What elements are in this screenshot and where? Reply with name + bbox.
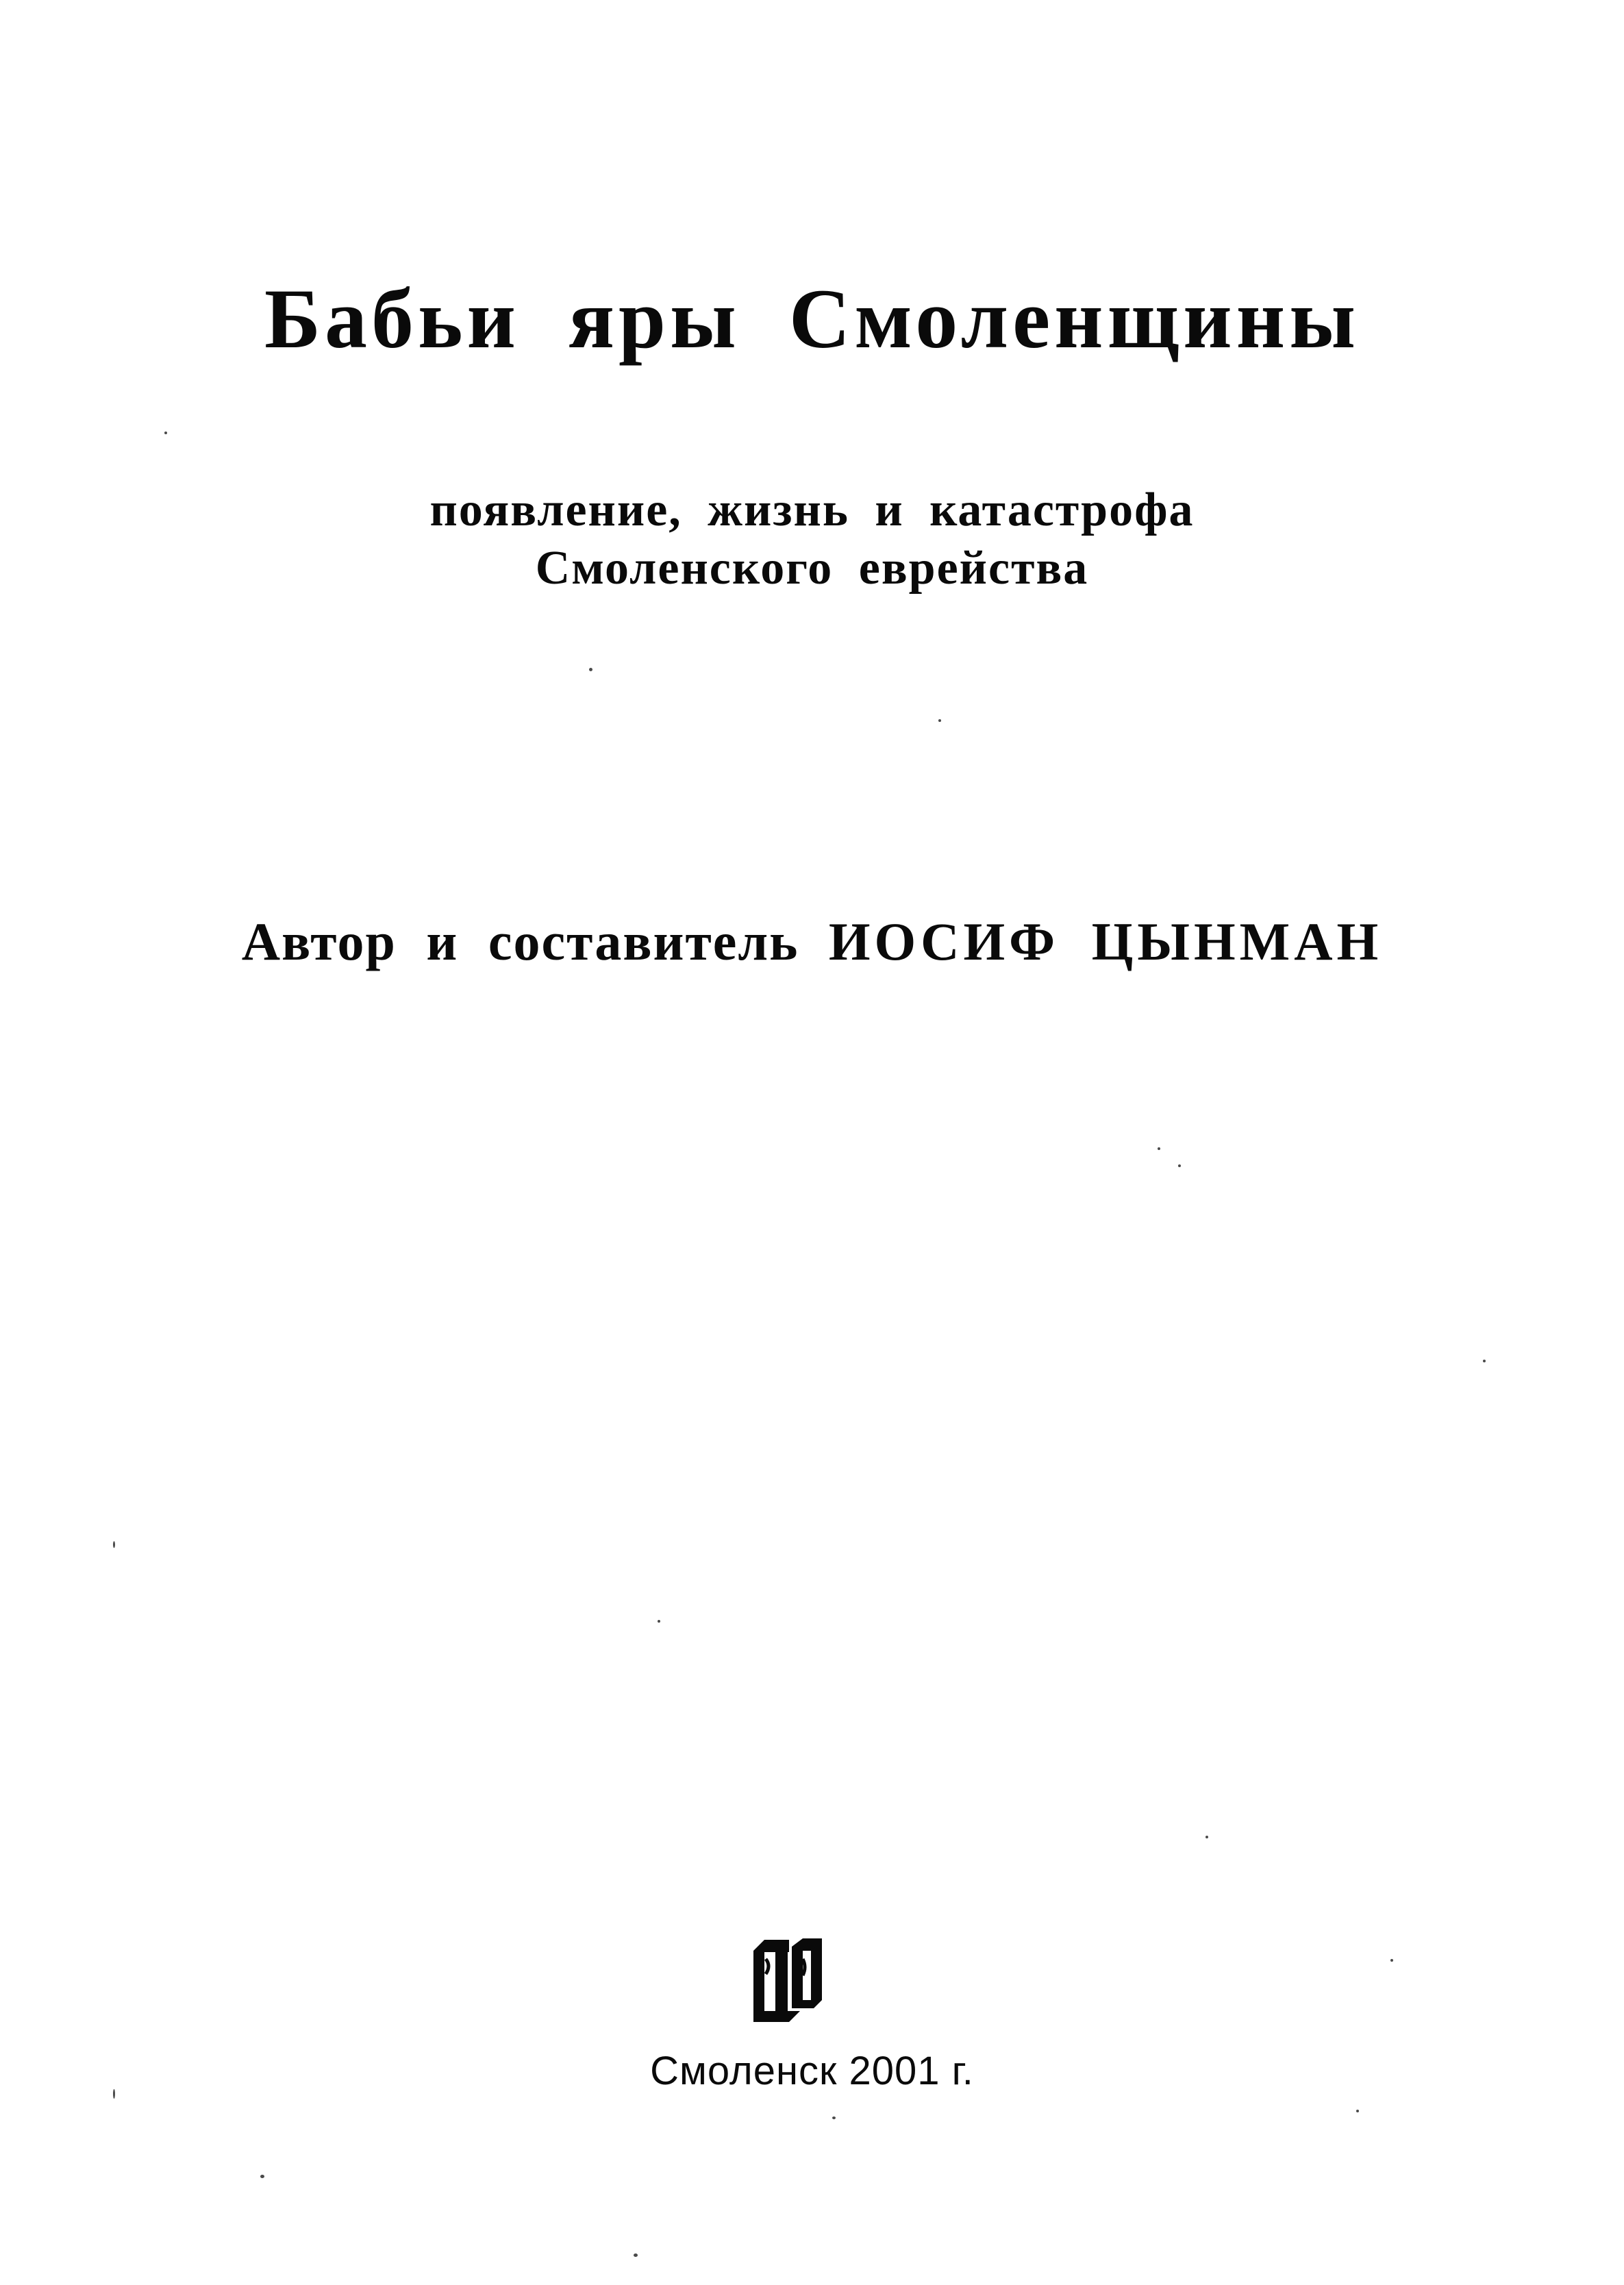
scan-speck [1178,1164,1181,1167]
subtitle-line-1: появление, жизнь и катастрофа [429,484,1195,536]
imprint [0,2048,1624,2094]
author-prefix: Автор и составитель [241,912,799,971]
author-line [0,911,1624,973]
scan-speck [634,2253,638,2257]
publisher-logo-icon [726,1911,842,2027]
scan-speck [1158,1147,1160,1150]
imprint-year: 2001 г. [849,2049,974,2093]
scan-speck [260,2175,264,2178]
subtitle-line-2: Смоленского еврейства [535,542,1089,595]
imprint-city: Смоленск [650,2049,838,2093]
scan-speck [113,1541,115,1548]
scan-speck [658,1620,660,1623]
scan-speck [113,2089,115,2099]
scan-speck [1356,2110,1359,2112]
scan-speck [1483,1360,1486,1362]
scan-speck [832,2117,836,2119]
scan-speck [938,719,941,722]
scan-speck [589,668,592,671]
author-name: ИОСИФ ЦЫНМАН [828,912,1383,971]
scan-speck [1205,1836,1208,1838]
scan-speck [1390,1959,1393,1962]
book-title: Бабьи яры Смоленщины [264,272,1360,366]
scan-speck [164,432,167,434]
